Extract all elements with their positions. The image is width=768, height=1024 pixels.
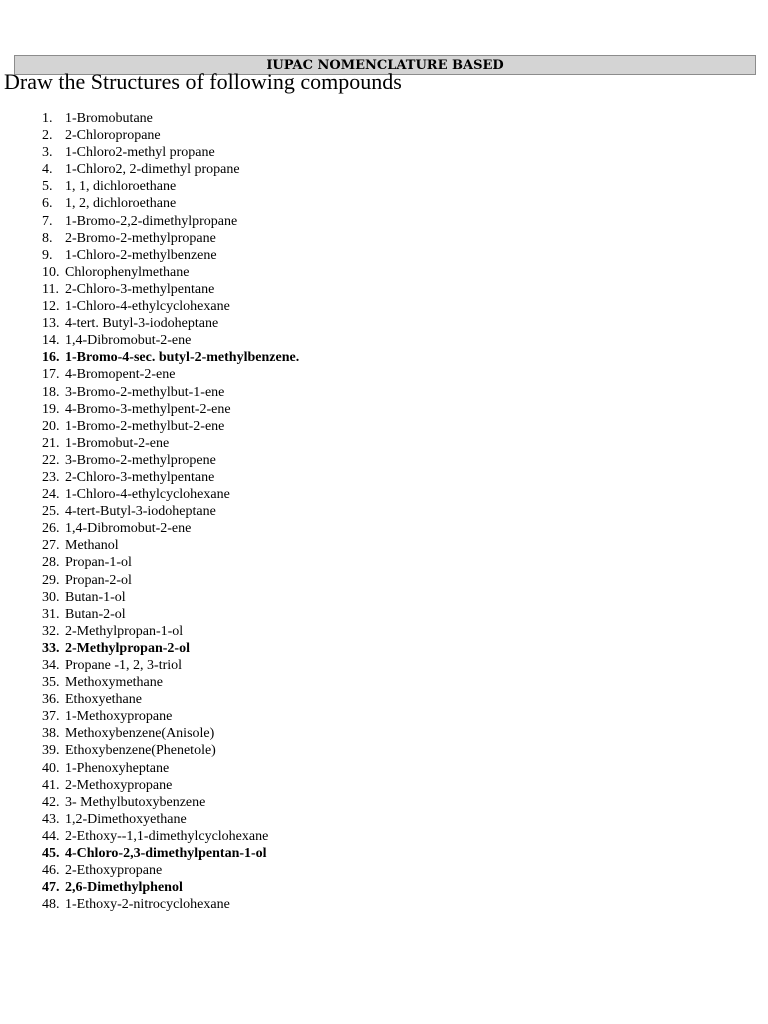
list-item <box>0 896 700 913</box>
item-number: 42. <box>42 794 60 810</box>
compound-name: 3-Bromo-2-methylbut-1-ene <box>65 384 225 400</box>
item-number: 35. <box>42 675 60 691</box>
list-item <box>0 161 700 178</box>
compound-list <box>0 110 700 913</box>
item-number: 14. <box>42 333 60 349</box>
item-number: 1. <box>42 111 53 126</box>
item-number: 6. <box>42 196 53 212</box>
list-item <box>0 572 700 589</box>
item-number: 32. <box>42 623 60 639</box>
list-item <box>0 486 700 503</box>
compound-name: 1,4-Dibromobut-2-ene <box>65 521 192 537</box>
compound-name: 4-tert-Butyl-3-iodoheptane <box>65 504 216 520</box>
item-number: 40. <box>42 760 60 776</box>
item-number: 24. <box>42 487 60 503</box>
list-item <box>0 742 700 759</box>
list-item <box>0 691 700 708</box>
compound-name: 2-Chloropropane <box>65 128 161 144</box>
compound-name: 2-Methylpropan-1-ol <box>65 623 184 639</box>
compound-name: Propan-1-ol <box>65 555 132 571</box>
list-item <box>0 349 700 366</box>
item-number: 4. <box>42 162 53 178</box>
list-item <box>0 845 700 862</box>
compound-name: 4-Bromopent-2-ene <box>65 367 176 383</box>
compound-name: 2-Chloro-3-methylpentane <box>65 281 215 297</box>
item-number: 41. <box>42 777 60 793</box>
list-item <box>0 264 700 281</box>
compound-name: 1-Ethoxy-2-nitrocyclohexane <box>65 897 230 913</box>
list-item <box>0 760 700 777</box>
list-item <box>0 178 700 195</box>
compound-name: 1, 2, dichloroethane <box>65 196 177 212</box>
item-number: 45. <box>42 846 60 862</box>
item-number: 25. <box>42 504 60 520</box>
list-item <box>0 640 700 657</box>
list-item <box>0 315 700 332</box>
item-number: 3. <box>42 145 53 161</box>
item-number: 21. <box>42 435 60 451</box>
list-item <box>0 794 700 811</box>
list-item <box>0 879 700 896</box>
item-number: 36. <box>42 692 60 708</box>
compound-name: Propan-2-ol <box>65 572 132 588</box>
item-number: 43. <box>42 811 60 827</box>
item-number: 22. <box>42 452 60 468</box>
item-number: 11. <box>42 281 59 297</box>
item-number: 26. <box>42 521 60 537</box>
compound-name: 1-Chloro-4-ethylcyclohexane <box>65 299 230 315</box>
item-number: 19. <box>42 401 60 417</box>
compound-name: 1-Methoxypropane <box>65 709 173 725</box>
compound-name: 2-Methylpropan-2-ol <box>65 640 190 656</box>
compound-name: 1-Phenoxyheptane <box>65 760 170 776</box>
list-item <box>0 384 700 401</box>
compound-name: 1-Chloro2-methyl propane <box>65 145 215 161</box>
compound-name: 2-Chloro-3-methylpentane <box>65 469 215 485</box>
compound-name: 4-Bromo-3-methylpent-2-ene <box>65 401 231 417</box>
compound-name: Propane -1, 2, 3-triol <box>65 658 183 673</box>
compound-name: 2-Methoxypropane <box>65 777 173 793</box>
list-item <box>0 589 700 606</box>
compound-name: Chlorophenylmethane <box>65 264 190 280</box>
compound-name: 4-tert. Butyl-3-iodoheptane <box>65 316 219 332</box>
compound-name: 1-Bromo-2,2-dimethylpropane <box>65 213 238 229</box>
compound-name: 1-Bromo-4-sec. butyl-2-methylbenzene. <box>65 350 300 366</box>
compound-name: 1-Chloro2, 2-dimethyl propane <box>65 162 240 178</box>
item-number: 23. <box>42 469 60 485</box>
item-number: 47. <box>42 880 60 896</box>
list-item <box>0 537 700 554</box>
list-item <box>0 520 700 537</box>
compound-name: 1-Bromobut-2-ene <box>65 435 170 451</box>
item-number: 46. <box>42 863 60 879</box>
list-item <box>0 195 700 212</box>
item-number: 39. <box>42 743 60 759</box>
list-item <box>0 401 700 418</box>
compound-name: 3-Bromo-2-methylpropene <box>65 452 216 468</box>
compound-name: Methoxybenzene(Anisole) <box>65 726 215 742</box>
item-number: 37. <box>42 709 60 725</box>
list-item <box>0 332 700 349</box>
item-number: 18. <box>42 384 60 400</box>
compound-name: Methoxymethane <box>65 675 163 691</box>
item-number: 29. <box>42 572 60 588</box>
list-item <box>0 247 700 264</box>
list-item <box>0 452 700 469</box>
item-number: 8. <box>42 230 53 246</box>
list-item <box>0 503 700 520</box>
compound-name: 2-Bromo-2-methylpropane <box>65 230 216 246</box>
compound-name: 1,4-Dibromobut-2-ene <box>65 333 192 349</box>
list-item <box>0 230 700 247</box>
item-number: 33. <box>42 640 60 656</box>
list-item <box>0 657 700 674</box>
item-number: 2. <box>42 128 53 144</box>
item-number: 17. <box>42 367 60 383</box>
item-number: 20. <box>42 418 60 434</box>
list-item <box>0 862 700 879</box>
list-item <box>0 281 700 298</box>
compound-name: 1,2-Dimethoxyethane <box>65 811 187 827</box>
list-item <box>0 606 700 623</box>
item-number: 5. <box>42 179 53 195</box>
compound-name: 1-Bromobutane <box>65 111 153 126</box>
compound-name: Butan-1-ol <box>65 589 126 605</box>
item-number: 10. <box>42 264 60 280</box>
page-title: Draw the Structures of following compounds <box>4 69 402 94</box>
compound-name: Methanol <box>65 538 119 554</box>
list-item <box>0 623 700 640</box>
list-item <box>0 127 700 144</box>
list-item <box>0 213 700 230</box>
list-item <box>0 469 700 486</box>
item-number: 31. <box>42 606 60 622</box>
list-item <box>0 435 700 452</box>
list-item <box>0 418 700 435</box>
compound-name: 1-Bromo-2-methylbut-2-ene <box>65 418 225 434</box>
item-number: 16. <box>42 350 60 366</box>
compound-name: Butan-2-ol <box>65 606 126 622</box>
item-number: 28. <box>42 555 60 571</box>
list-item <box>0 811 700 828</box>
list-item <box>0 828 700 845</box>
compound-name: 2,6-Dimethylphenol <box>65 880 183 896</box>
list-item <box>0 554 700 571</box>
list-item <box>0 366 700 383</box>
item-number: 30. <box>42 589 60 605</box>
compound-name: 2-Ethoxypropane <box>65 863 163 879</box>
item-number: 34. <box>42 658 60 673</box>
item-number: 48. <box>42 897 60 913</box>
compound-name: Ethoxybenzene(Phenetole) <box>65 743 216 759</box>
compound-name: 3- Methylbutoxybenzene <box>65 794 206 810</box>
compound-name: 1-Chloro-4-ethylcyclohexane <box>65 487 230 503</box>
list-item <box>0 777 700 794</box>
header-title: IUPAC NOMENCLATURE BASED <box>266 58 504 73</box>
item-number: 44. <box>42 828 60 844</box>
item-number: 38. <box>42 726 60 742</box>
item-number: 9. <box>42 247 53 263</box>
list-item <box>0 708 700 725</box>
compound-name: 1-Chloro-2-methylbenzene <box>65 247 217 263</box>
list-item <box>0 298 700 315</box>
item-number: 7. <box>42 213 53 229</box>
item-number: 12. <box>42 299 60 315</box>
list-item <box>0 674 700 691</box>
item-number: 13. <box>42 316 60 332</box>
list-item <box>0 110 700 127</box>
compound-name: 4-Chloro-2,3-dimethylpentan-1-ol <box>65 846 267 862</box>
list-item <box>0 144 700 161</box>
compound-name: 2-Ethoxy--1,1-dimethylcyclohexane <box>65 828 269 844</box>
list-item <box>0 725 700 742</box>
compound-name: 1, 1, dichloroethane <box>65 179 177 195</box>
item-number: 27. <box>42 538 60 554</box>
compound-name: Ethoxyethane <box>65 692 142 708</box>
